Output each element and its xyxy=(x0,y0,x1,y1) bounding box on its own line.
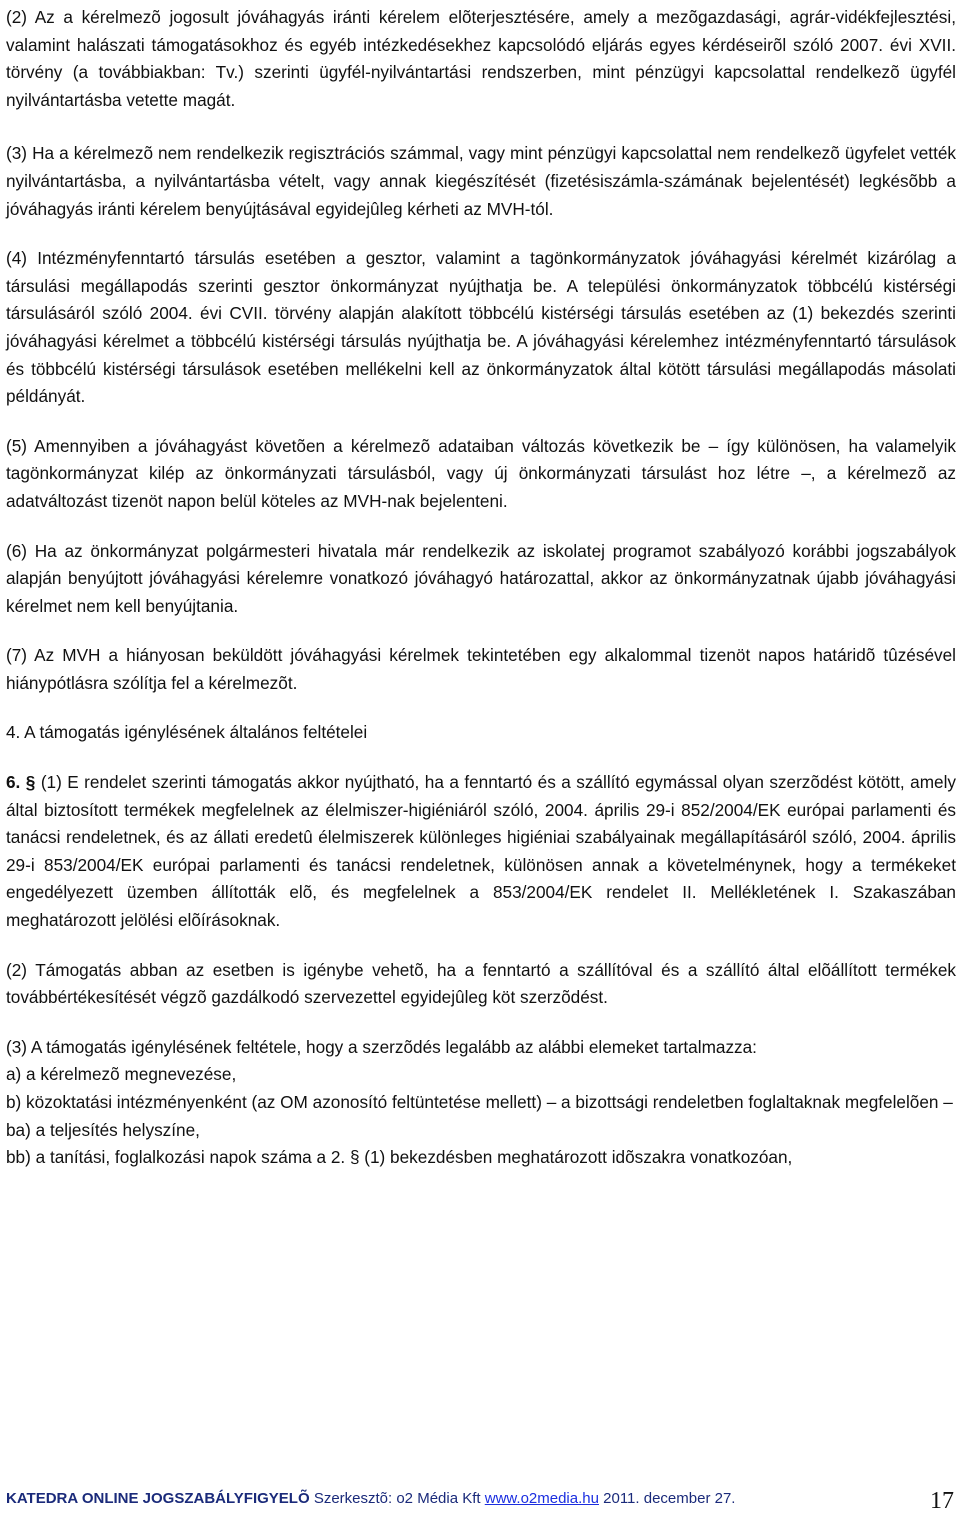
paragraph-2: (2) Az a kérelmezõ jogosult jóváhagyás iránti kérelem elõterjesztésére, amely a mezõgazdasági, agrár-vidékfejlesztési, valamint halászati támogatásokhoz és egyéb intézkedésekhez kapcsolódó eljárás egyes kérdéseirõl szóló 2007. évi XVII. törvény (a továbbiakban: Tv.) szerinti ügyfél-nyilvántartási rendszerben, mint pénzügyi kapcsolattal rendelkezõ ügyfél nyilvántartásba vetette magát. xyxy=(6,7,956,110)
list-item-ba: ba) a teljesítés helyszíne, xyxy=(6,1119,200,1140)
paragraph-7: (7) Az MVH a hiányosan beküldött jóváhagyási kérelmek tekintetében egy alkalommal tizenöt napos határidõ tûzésével hiánypótlásra szólítja fel a kérelmezõt. xyxy=(6,645,956,693)
paragraph-5: (5) Amennyiben a jóváhagyást követõen a kérelmezõ adataiban változás következik be – így különösen, ha valamelyik tagönkormányzat kilép az önkormányzati társulásból, vagy új önkormányzati társulást hoz létre –, a kérelmezõ az adatváltozást tizenöt napon belül köteles az MVH-nak bejelenteni. xyxy=(6,435,956,511)
paragraph-6: (6) Ha az önkormányzat polgármesteri hivatala már rendelkezik az iskolatej programot szabályozó korábbi jogszabályok alapján benyújtott jóváhagyási kérelemre vonatkozó jóváhagyó határozattal, akkor az önkormányzatnak újabb jóváhagyási kérelmet nem kell benyújtania. xyxy=(6,540,956,616)
page-footer xyxy=(6,1485,954,1515)
list-item-a: a) a kérelmezõ megnevezése, xyxy=(6,1064,237,1085)
section-mark: § xyxy=(25,772,36,793)
section-heading-4: 4. A támogatás igénylésének általános feltételei xyxy=(6,722,368,743)
paragraph-3: (3) Ha a kérelmezõ nem rendelkezik regisztrációs számmal, vagy mint pénzügyi kapcsolattal nem rendelkezõ ügyfelet vették nyilvántartásba, a nyilvántartásba vételt, vagy annak kiegészítését (fizetésiszámla-számának bejelentését) legkésõbb a jóváhagyás iránti kérelem benyújtásával egyidejûleg kérheti az MVH-tól. xyxy=(6,143,956,219)
section-6-paragraph-1 xyxy=(6,769,956,935)
document-body xyxy=(6,0,956,1172)
section-6-paragraph-2: (2) Támogatás abban az esetben is igénybe vehetõ, ha a fenntartó a szállítóval és a szállító által elõállított termékek továbbértékesítését végzõ gazdálkodó szervezettel egyidejûleg köt szerzõdést. xyxy=(6,959,956,1008)
section-number: 6. xyxy=(6,772,21,793)
page-number: 17 xyxy=(930,1488,954,1514)
section-6-text-1: (1) E rendelet szerinti támogatás akkor nyújtható, ha a fenntartó és a szállító egymással olyan szerzõdést kötött, amely által biztosított termékek megfelelnek az élelmiszer-higiéniáról szóló, 2004. április 29-i 852/2004/EK európai parlamenti és tanácsi rendeletnek, és az állati eredetû élelmiszerek különleges higiéniai szabályainak megállapításáról szóló, 2004. április 29-i 853/2004/EK európai parlamenti és tanácsi rendeletnek, különösen annak a követelménynek, hogy a termékeket engedélyezett üzemben állították elõ, és megfelelnek a 853/2004/EK rendelet II. Mellékletének I. Szakaszában meghatározott jelölési elõírásoknak. xyxy=(6,772,956,931)
list-item-bb: bb) a tanítási, foglalkozási napok száma a 2. § (1) bekezdésben meghatározott idõszakra vonatkozóan, xyxy=(6,1147,793,1168)
footer-link[interactable]: www.o2media.hu xyxy=(484,1490,599,1507)
section-6-text-3: (3) A támogatás igénylésének feltétele, hogy a szerzõdés legalább az alábbi elemeket tartalmazza: xyxy=(6,1036,757,1057)
footer-editor: Szerkesztõ: o2 Média Kft xyxy=(313,1490,481,1507)
list-item-b: b) közoktatási intézményenként (az OM azonosító feltüntetése mellett) – a bizottsági rendeletben foglaltaknak megfelelõen – xyxy=(6,1092,953,1112)
section-6-paragraph-3 xyxy=(6,1034,956,1172)
footer-brand: KATEDRA ONLINE JOGSZABÁLYFIGYELÕ xyxy=(6,1490,310,1507)
paragraph-4: (4) Intézményfenntartó társulás esetében a gesztor, valamint a tagönkormányzatok jóváhagyási kérelmét kizárólag a társulási megállapodás szerinti gesztor önkormányzat nyújthatja be. A települési önkormányzatok többcélú kistérségi társulásáról szóló 2004. évi CVII. törvény alapján alakított többcélú kistérségi társulás esetében az (1) bekezdés szerinti jóváhagyási kérelmet a többcélú kistérségi társulás nyújthatja be. A jóváhagyási kérelemhez intézményfenntartó társulások és többcélú kistérségi társulások esetében mellékelni kell az önkormányzatok által kötött társulási megállapodás másolati példányát. xyxy=(6,248,956,407)
footer-date: 2011. december 27. xyxy=(603,1490,736,1507)
